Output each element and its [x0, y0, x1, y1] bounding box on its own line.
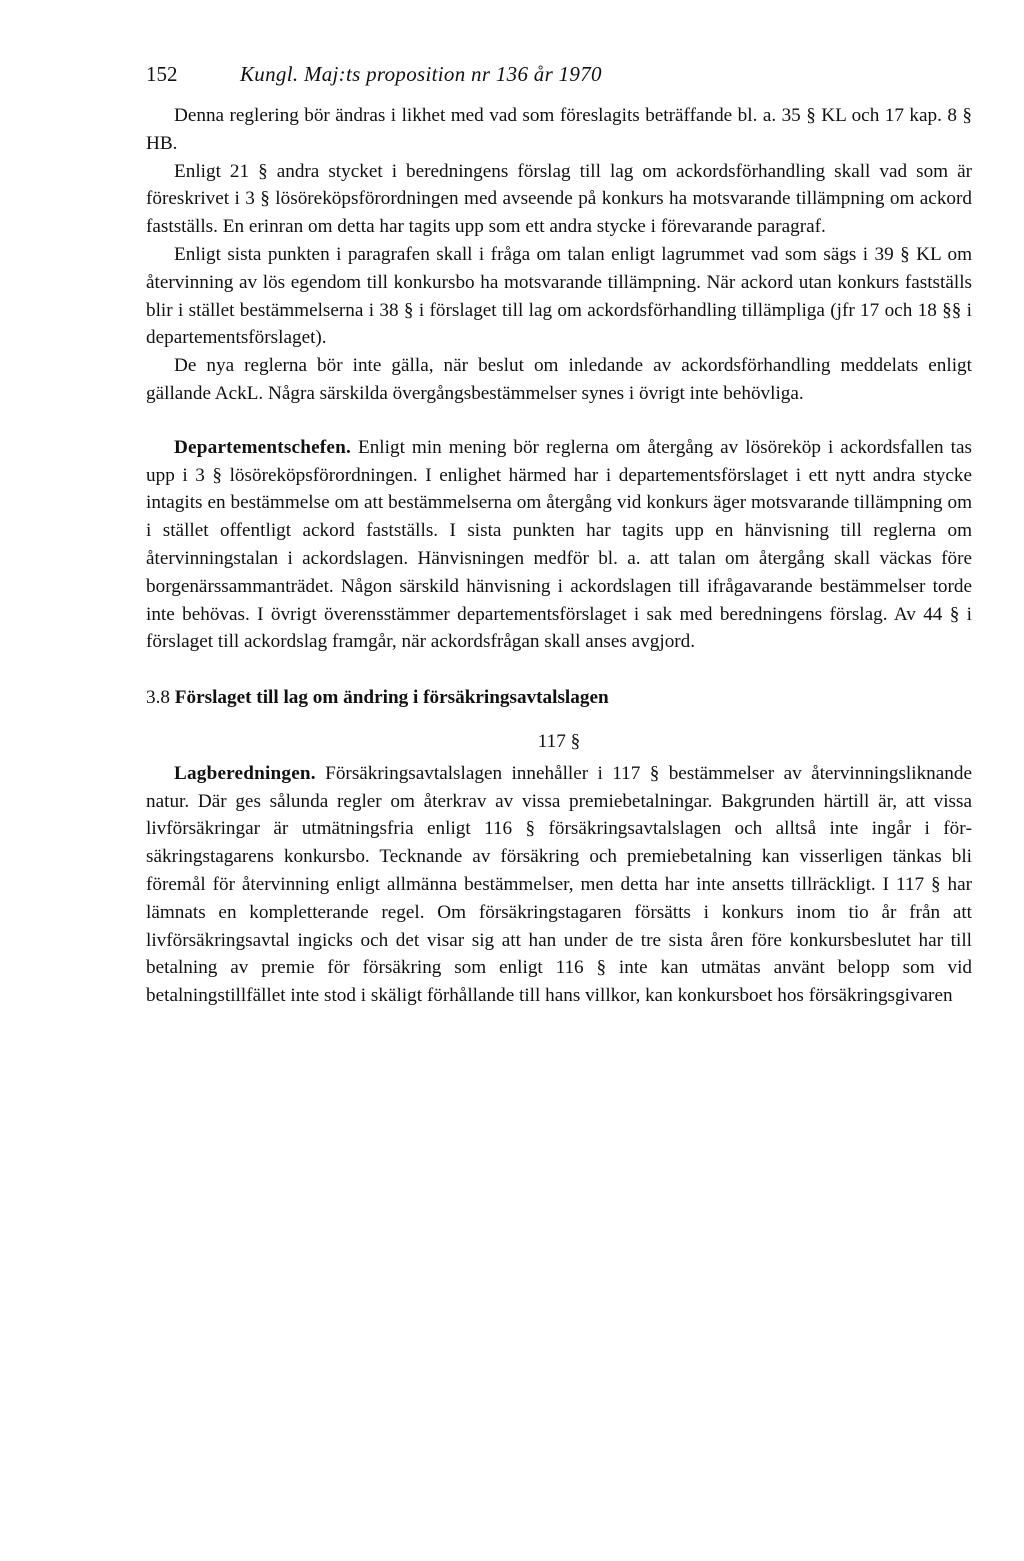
- paragraph-1-text: Denna reglering bör ändras i likhet med vad som föreslagits beträffande bl. a. 35 § KL och 17 kap. 8 § HB.: [146, 105, 972, 154]
- section-number: 3.8: [146, 687, 170, 709]
- section-title: Förslaget till lag om ändring i försäkringsavtalslagen: [174, 687, 609, 709]
- paragraph-1: [146, 102, 972, 158]
- section-heading: [146, 684, 972, 712]
- paragraph-3: [146, 241, 972, 352]
- page-number: 152: [146, 62, 178, 86]
- paragraph-2-text: Enligt 21 § andra stycket i beredningens förslag till lag om ackordsförhandling skall vad som är föreskrivet i 3 § lösöreköpsförordningen med avseende på konkurs ha motsvarande tillämpning om ackord fastställs. En erinran om detta har tagits upp som ett andra stycke i förevarande paragraf.: [146, 160, 972, 238]
- document-page: [146, 62, 972, 1010]
- paragraph-2: [146, 158, 972, 241]
- paragraph-mark: 117 §: [537, 730, 581, 752]
- running-title: Kungl. Maj:ts proposition nr 136 år 1970: [240, 62, 602, 86]
- paragraph-departementschefen: [146, 434, 972, 656]
- paragraph-lagberedningen: [146, 760, 972, 1010]
- paragraph-lagberedningen-runin: Lagberedningen.: [174, 762, 316, 784]
- paragraph-4-text: De nya reglerna bör inte gälla, när beslut om inledande av ackordsförhandling meddelats enligt gällande AckL. Några särskilda övergångsbestämmelser synes i övrigt inte behövliga.: [146, 355, 972, 404]
- paragraph-4: [146, 352, 972, 408]
- page-header: [146, 62, 972, 102]
- paragraph-departementschefen-text: Enligt min mening bör reglerna om återgång av lösöreköp i ackordsfallen tas upp i 3 § lösöreköpsförordningen. I enlighet härmed har i departementsförslaget i ett nytt andra stycke intagits en bestämmelse om att bestämmelserna om återgång vid konkurs äger motsvarande tillämpning om i stället offentligt ackord fastställs. I sista punkten har tagits upp en hänvisning till reglerna om återvinningstalan i ackordslagen. Hänvisningen medför bl. a. att talan om återgång skall väckas före borgenärssammanträdet. Någon särskild hänvisning i ackordslagen till ifrågavarande bestämmelser torde inte behövas. I övrigt överensstämmer departementsförslaget i sak med beredningens förslag. Av 44 § i förslaget till ackordslag framgår, när ackordsfrågan skall anses avgjord.: [146, 436, 972, 653]
- paragraph-3-text: Enligt sista punkten i paragrafen skall i fråga om talan enligt lagrummet vad som sägs i 39 § KL om återvinning av lös egendom till konkursbo ha motsvarande tillämpning. När ackord utan konkurs fastställs blir i stället bestämmelserna i 38 § i förslaget till lag om ackordsförhandling tillämpliga (jfr 17 och 18 §§ i departementsförslaget).: [146, 243, 972, 349]
- paragraph-departementschefen-runin: Departementschefen.: [174, 436, 351, 458]
- paragraph-lagberedningen-text: Försäkringsavtalslagen innehåller i 117 § bestämmelser av återvinningsliknande natur. Där ges sålunda regler om återkrav av vissa premiebetalningar. Bakgrunden härtill är, att vissa livförsäkringar är utmätningsfria enligt 116 § försäkringsavtalslagen och alltså inte ingår i försäkringstagarens konkursbo. Tecknande av försäkring och premiebetalning kan visserligen tänkas bli föremål för återvinning enligt allmänna bestämmelser, men detta har inte ansetts tillräckligt. I 117 § har lämnats en kompletterande regel. Om försäkringstagaren försätts i konkurs inom tio år från att livförsäkringsavtal ingicks och det visar sig att han under de tre sista åren före konkursbeslutet har till betalning av premie för försäkring som enligt 116 § inte kan utmätas använt belopp som vid betalningstillfället inte stod i skäligt förhållande till hans villkor, kan konkursboet hos försäkringsgivaren: [146, 762, 972, 1007]
